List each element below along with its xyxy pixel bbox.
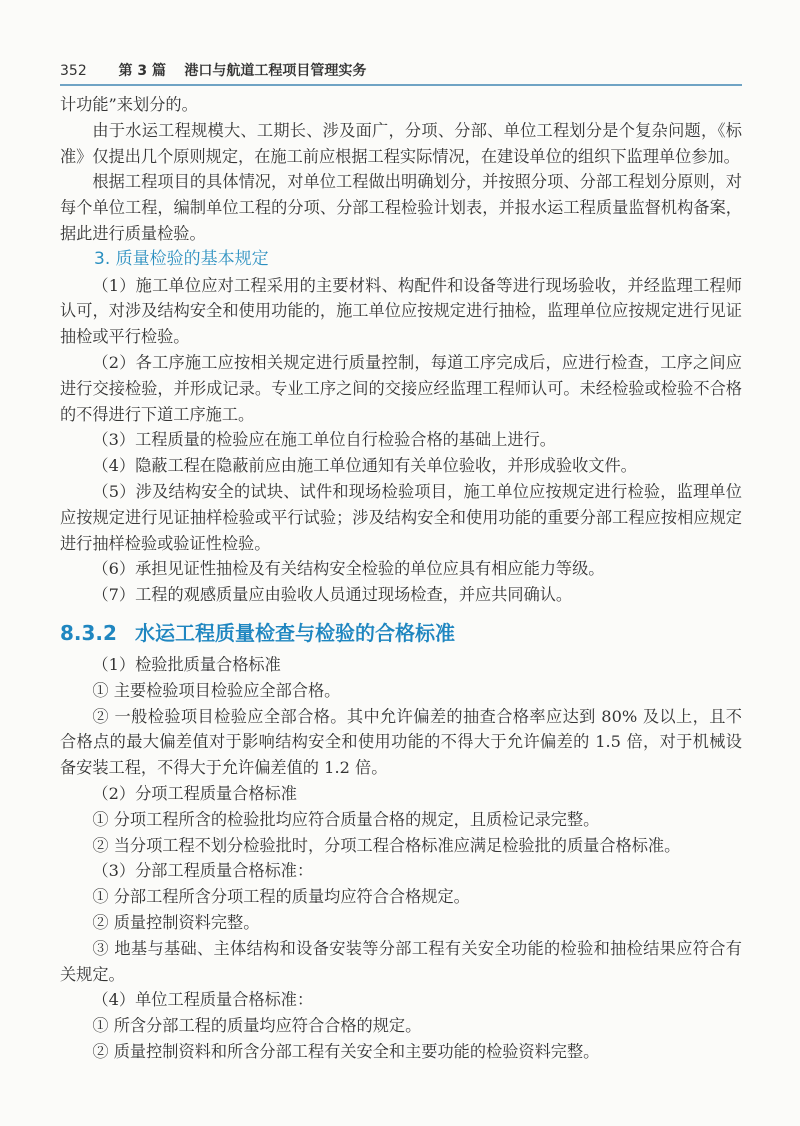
- part-label: 第 3 篇: [118, 63, 166, 79]
- paragraph: （6）承担见证性抽检及有关结构安全检验的单位应具有相应能力等级。: [92, 559, 605, 579]
- part-title: 港口与航道工程项目管理实务: [184, 63, 367, 79]
- paragraph: ① 分部工程所含分项工程的质量均应符合合格规定。: [92, 887, 470, 907]
- running-header: [60, 60, 742, 86]
- paragraph: ② 质量控制资料完整。: [92, 912, 260, 932]
- paragraph: 根据工程项目的具体情况，对单位工程做出明确划分，并按照分项、分部工程划分原则，对每个单位工程，编制单位工程的分项、分部工程检验计划表，并报水运工程质量监督机构备案，据此进行质量检验。: [60, 172, 742, 243]
- paragraph: （4）单位工程质量合格标准：: [92, 990, 314, 1010]
- paragraph: （3）分部工程质量合格标准：: [92, 861, 314, 881]
- paragraph: （1）施工单位应对工程采用的主要材料、构配件和设备等进行现场验收，并经监理工程师认可，对涉及结构安全和使用功能的，施工单位应按规定进行抽检，监理单位应按规定进行见证抽检或平行检验。: [60, 275, 742, 347]
- paragraph: （4）隐蔽工程在隐蔽前应由施工单位通知有关单位验收，并形成验收文件。: [92, 456, 637, 476]
- paragraph: ② 质量控制资料和所含分部工程有关安全和主要功能的检验资料完整。: [92, 1041, 600, 1061]
- paragraph: ① 主要检验项目检验应全部合格。: [92, 680, 341, 700]
- paragraph: （2）各工序施工应按相关规定进行质量控制，每道工序完成后，应进行检查，工序之间应进行交接检验，并形成记录。专业工序之间的交接应经监理工程师认可。未经检验或检验不合格的不得进行下道工序施工。: [60, 352, 742, 424]
- paragraph: 由于水运工程规模大、工期长、涉及面广，分项、分部、单位工程划分是个复杂问题，《标准》仅提出几个原则规定，在施工前应根据工程实际情况，在建设单位的组织下监理单位参加。: [60, 120, 742, 166]
- paragraph: （2）分项工程质量合格标准: [92, 783, 297, 803]
- paragraph: （5）涉及结构安全的试块、试件和现场检验项目，施工单位应按规定进行检验，监理单位应按规定进行见证抽样检验或平行试验；涉及结构安全和使用功能的重要分部工程应按相应规定进行抽样检验或验证性检验。: [60, 481, 742, 553]
- paragraph: ① 所含分部工程的质量均应符合合格的规定。: [92, 1016, 422, 1036]
- paragraph: 计功能”来划分的。: [60, 95, 198, 114]
- paragraph: ② 当分项工程不划分检验批时，分项工程合格标准应满足检验批的质量合格标准。: [92, 835, 681, 855]
- section-heading: [60, 618, 742, 648]
- section-title: 水运工程质量检查与检验的合格标准: [134, 620, 455, 645]
- subheading: 3. 质量检验的基本规定: [94, 248, 269, 269]
- paragraph: （3）工程质量的检验应在施工单位自行检验合格的基础上进行。: [92, 430, 556, 450]
- page-number: 352: [60, 63, 87, 79]
- paragraph: （7）工程的观感质量应由验收人员通过现场检查，并应共同确认。: [92, 585, 573, 605]
- paragraph: ③ 地基与基础、主体结构和设备安装等分部工程有关安全功能的检验和抽检结果应符合有关规定。: [60, 938, 742, 984]
- page-body: [60, 92, 742, 1065]
- paragraph: （1）检验批质量合格标准: [92, 654, 281, 674]
- paragraph: ② 一般检验项目检验应全部合格。其中允许偏差的抽查合格率应达到 80% 及以上，且不合格点的最大偏差值对于影响结构安全和使用功能的不得大于允许偏差的 1.5 倍，对于机械设备安装工程，不得大于允许偏差值的 1.2 倍。: [60, 706, 742, 778]
- section-number: 8.3.2: [60, 620, 117, 645]
- paragraph: ① 分项工程所含的检验批均应符合质量合格的规定，且质检记录完整。: [92, 809, 600, 829]
